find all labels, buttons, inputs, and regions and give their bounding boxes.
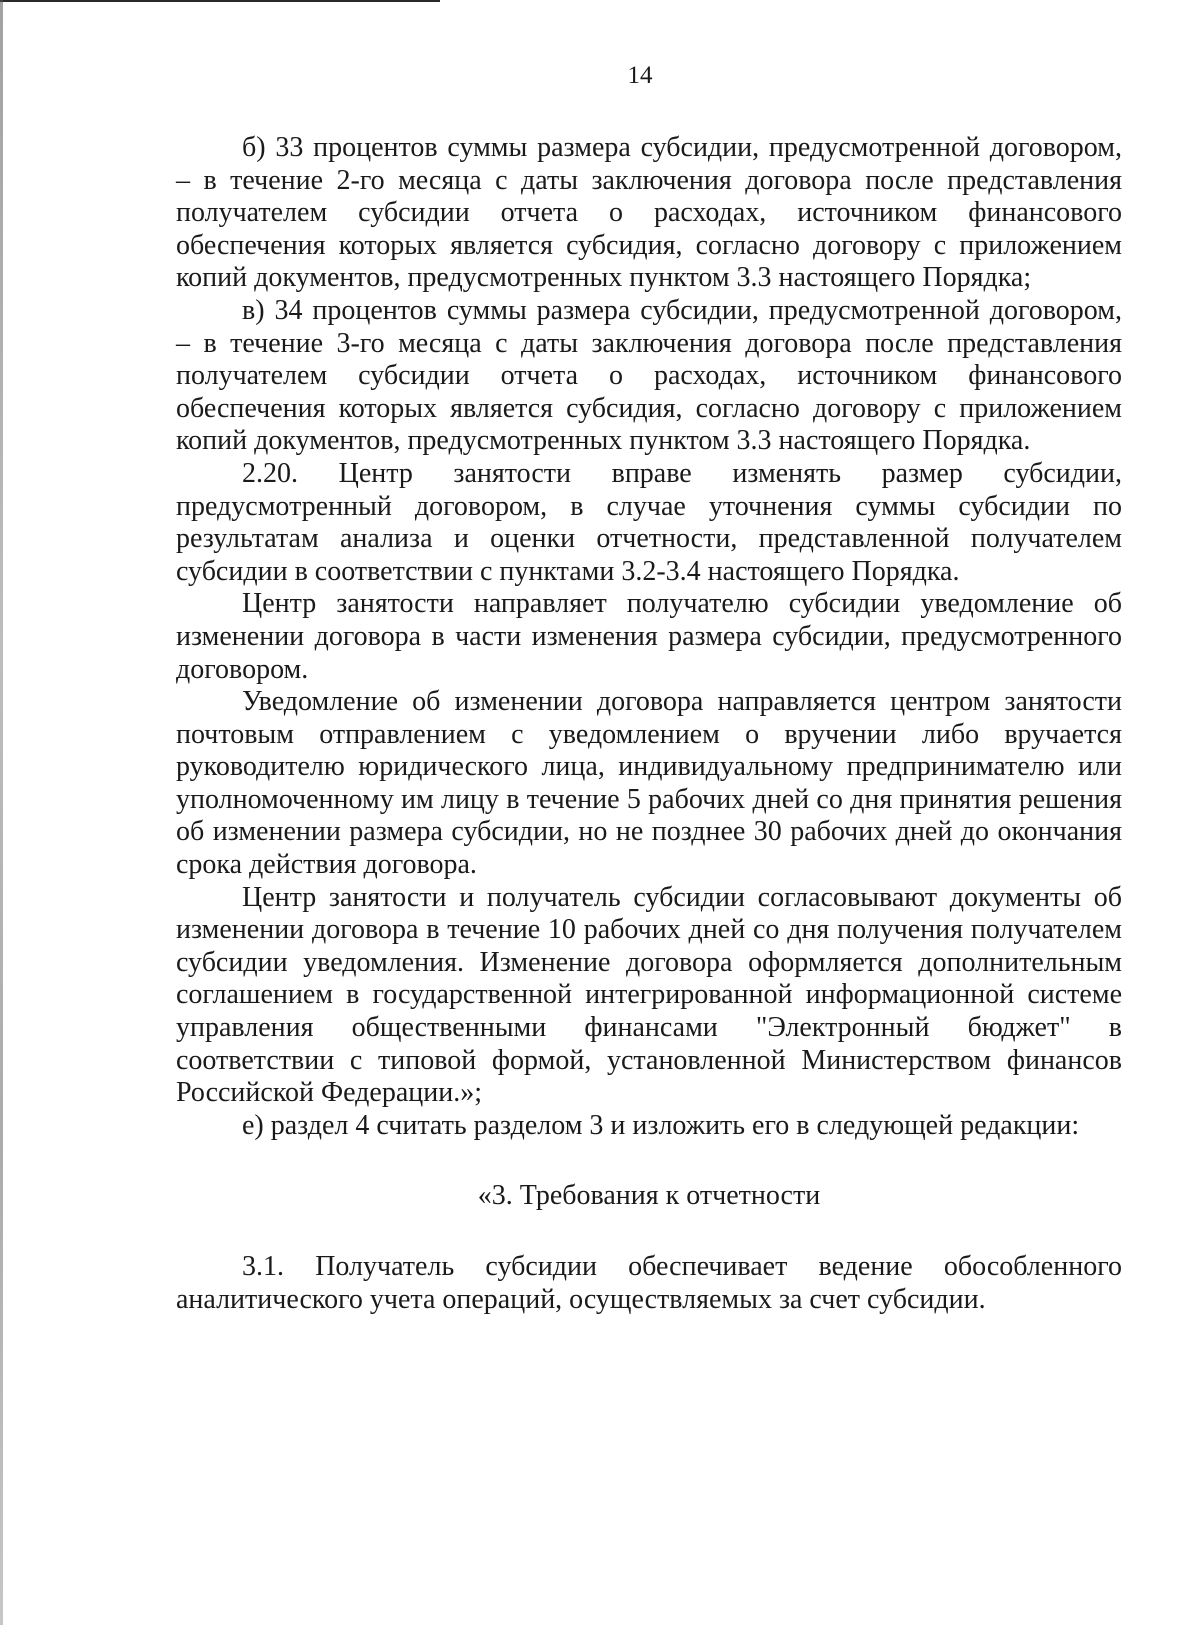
scan-top-border	[0, 0, 440, 2]
section-title: «3. Требования к отчетности	[477, 1180, 821, 1212]
document-body	[176, 132, 1122, 1316]
paragraph-item-v: в) 34 процентов суммы размера субсидии, предусмотренной договором, – в течение 3-го месяца с даты заключения договора после представления получателем субсидии отчета о расходах, источником финансового обеспечения которых является субсидия, согласно договору с приложением копий документов, предусмотренных пунктом 3.3 настоящего Порядка.	[176, 294, 1122, 457]
paragraph-agreement-approval: Центр занятости и получатель субсидии согласовывают документы об изменении договора в течение 10 рабочих дней со дня получения получателем субсидии уведомления. Изменение договора оформляется дополнительным соглашением в государственной интегрированной информационной системе управления общественными финансами "Электронный бюджет" в соответствии с типовой формой, установленной Министерством финансов Российской Федерации.»;	[176, 881, 1122, 1109]
paragraph-item-e: е) раздел 4 считать разделом 3 и изложить его в следующей редакции:	[242, 1109, 1080, 1141]
paragraph-clause-3-1: 3.1. Получатель субсидии обеспечивает ведение обособленного аналитического учета операций, осуществляемых за счет субсидии.	[176, 1251, 1122, 1315]
paragraph-notification-delivery: Уведомление об изменении договора направляется центром занятости почтовым отправлением с уведомлением о вручении либо вручается руководителю юридического лица, индивидуальному предпринимателю или уполномоченному им лицу в течение 5 рабочих дней со дня принятия решения об изменении размера субсидии, но не позднее 30 рабочих дней до окончания срока действия договора.	[176, 686, 1122, 881]
paragraph-item-b: б) 33 процентов суммы размера субсидии, предусмотренной договором, – в течение 2-го месяца с даты заключения договора после представления получателем субсидии отчета о расходах, источником финансового обеспечения которых является субсидия, согласно договору с приложением копий документов, предусмотренных пунктом 3.3 настоящего Порядка;	[176, 132, 1122, 294]
scan-left-edge	[0, 0, 3, 1625]
paragraph-notification: Центр занятости направляет получателю субсидии уведомление об изменении договора в части изменения размера субсидии, предусмотренного договором.	[176, 588, 1122, 685]
page-number: 14	[627, 62, 653, 89]
paragraph-clause-2-20: 2.20. Центр занятости вправе изменять размер субсидии, предусмотренный договором, в случае уточнения суммы субсидии по результатам анализа и оценки отчетности, представленной получателем субсидии в соответствии с пунктами 3.2-3.4 настоящего Порядка.	[176, 457, 1122, 587]
